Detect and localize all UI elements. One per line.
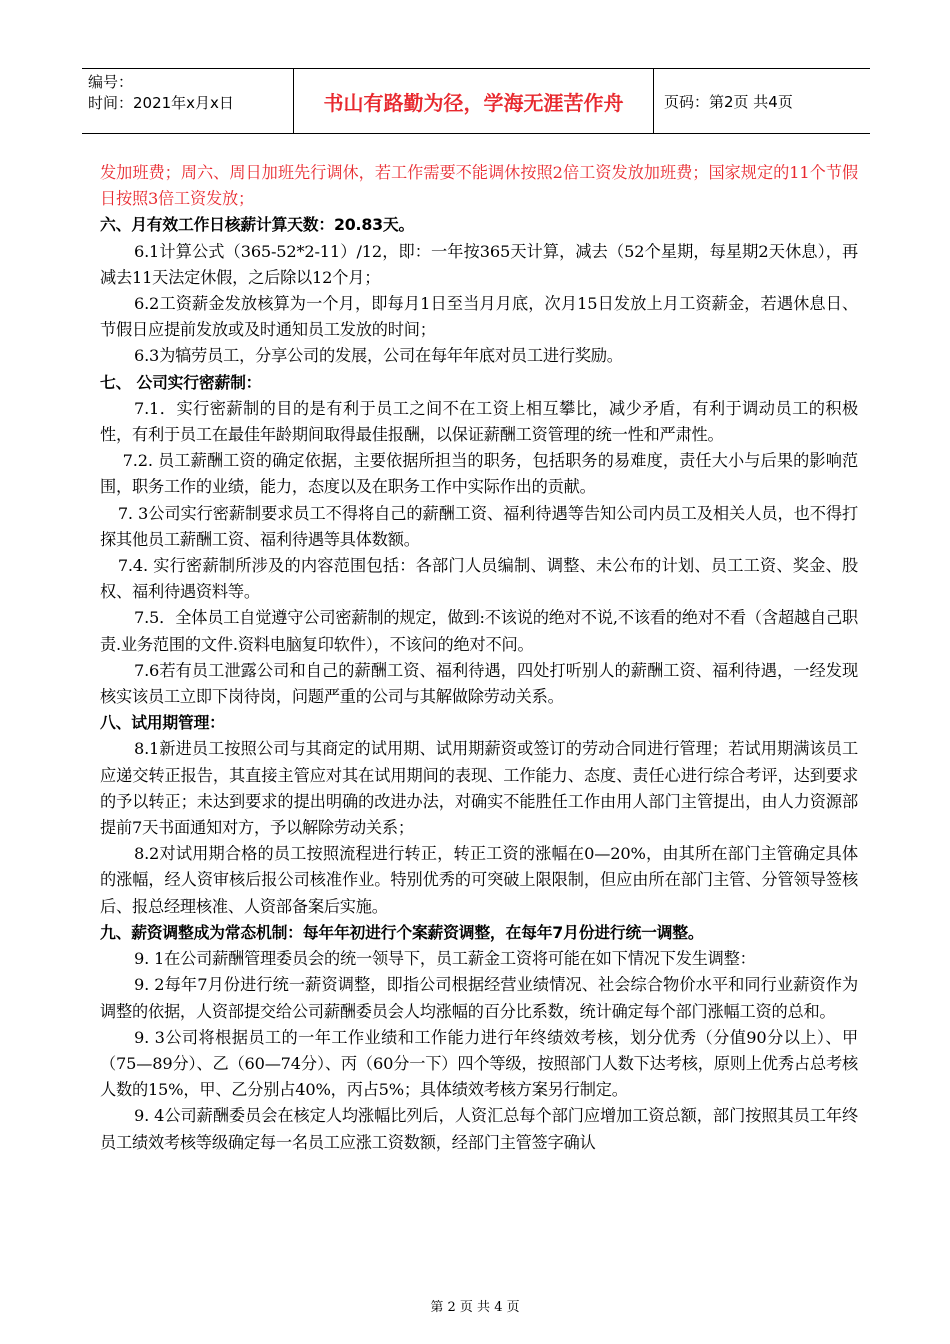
page-footer: 第 2 页 共 4 页 <box>430 1300 520 1315</box>
paragraph: 9. 3公司将根据员工的一年工作业绩和工作能力进行年终绩效考核，划分优秀（分值90分以上）、甲（75—89分）、乙（60—74分）、丙（60分一下）四个等级，按照部门人数下达考核，原则上优秀占总考核人数的15%，甲、乙分别占40%，丙占5%；具体绩效考核方案另行制定。 <box>100 1027 858 1100</box>
paragraph: 9. 4公司薪酬委员会在核定人均涨幅比列后，人资汇总每个部门应增加工资总额，部门按照其员工年终员工绩效考核等级确定每一名员工应涨工资数额，经部门主管签字确认 <box>100 1106 858 1152</box>
paragraph: 7.4. 实行密薪制所涉及的内容范围包括：各部门人员编制、调整、未公布的计划、员工工资、奖金、股权、福利待遇资料等。 <box>100 556 858 602</box>
paragraph: 8.1新进员工按照公司与其商定的试用期、试用期薪资或签订的劳动合同进行管理；若试用期满该员工应递交转正报告，其直接主管应对其在试用期间的表现、工作能力、态度、责任心进行综合考评，达到要求的予以转正；未达到要求的提出明确的改进办法，对确实不能胜任工作由用人部门主管提出，由人力资源部提前7天书面通知对方，予以解除劳动关系； <box>100 739 858 838</box>
header-meta <box>82 69 294 133</box>
paragraph: 9. 1在公司薪酬管理委员会的统一领导下，员工薪金工资将可能在如下情况下发生调整： <box>134 949 756 969</box>
section-heading-9: 九、薪资调整成为常态机制：每年年初进行个案薪资调整，在每年7月份进行统一调整。 <box>100 922 704 942</box>
section-heading-8: 八、试用期管理： <box>100 713 225 733</box>
number-label: 编号： <box>88 73 134 91</box>
paragraph: 6.2工资薪金发放核算为一个月，即每月1日至当月月底，次月15日发放上月工资薪金，若遇休息日、节假日应提前发放或及时通知员工发放的时间； <box>100 294 858 340</box>
paragraph: 7.6若有员工泄露公司和自己的薪酬工资、福利待遇，四处打听别人的薪酬工资、福利待遇，一经发现核实该员工立即下岗待岗，问题严重的公司与其解做除劳动关系。 <box>100 660 858 707</box>
paragraph: 8.2对试用期合格的员工按照流程进行转正，转正工资的涨幅在0—20%，由其所在部门主管确定具体的涨幅，经人资审核后报公司核准作业。特别优秀的可突破上限限制，但应由所在部门主管、分管领导签核后、报总经理核准、人资部备案后实施。 <box>100 844 858 916</box>
header-motto: 书山有路勤为径，学海无涯苦作舟 <box>294 69 654 133</box>
section-heading-6: 六、月有效工作日核薪计算天数：20.83天。 <box>100 215 415 235</box>
paragraph: 9. 2每年7月份进行统一薪资调整，即指公司根据经营业绩情况、社会综合物价水平和同行业薪资作为调整的依据，人资部提交给公司薪酬委员会人均涨幅的百分比系数，统计确定每个部门涨幅工资的总和。 <box>100 975 858 1021</box>
paragraph: 7.5．全体员工自觉遵守公司密薪制的规定，做到:不该说的绝对不说,不该看的绝对不看（含超越自己职责.业务范围的文件.资料电脑复印软件），不该问的绝对不问。 <box>100 608 858 654</box>
page-header <box>82 68 870 134</box>
document-body <box>100 160 858 1156</box>
paragraph: 6.1计算公式（365-52*2-11）/12，即：一年按365天计算，减去（52个星期，每星期2天休息），再减去11天法定休假，之后除以12个月； <box>100 241 858 287</box>
paragraph: 发加班费；周六、周日加班先行调休，若工作需要不能调休按照2倍工资发放加班费；国家规定的11个节假日按照3倍工资发放； <box>100 163 858 209</box>
paragraph: 6.3为犒劳员工，分享公司的发展，公司在每年年底对员工进行奖励。 <box>134 346 623 366</box>
section-heading-7: 七、 公司实行密薪制： <box>100 372 262 392</box>
header-page-info: 页码：第2页 共4页 <box>664 92 793 111</box>
time-label: 时间：2021年x月x日 <box>88 94 234 112</box>
paragraph: 7. 3公司实行密薪制要求员工不得将自己的薪酬工资、福利待遇等告知公司内员工及相关人员，也不得打探其他员工薪酬工资、福利待遇等具体数额。 <box>100 503 858 549</box>
paragraph: 7.1．实行密薪制的目的是有利于员工之间不在工资上相互攀比，减少矛盾，有利于调动员工的积极性，有利于员工在最佳年龄期间取得最佳报酬，以保证薪酬工资管理的统一性和严肃性。 <box>100 398 858 445</box>
paragraph: 7.2. 员工薪酬工资的确定依据，主要依据所担当的职务，包括职务的易难度，责任大小与后果的影响范围，职务工作的业绩，能力，态度以及在职务工作中实际作出的贡献。 <box>100 451 858 497</box>
